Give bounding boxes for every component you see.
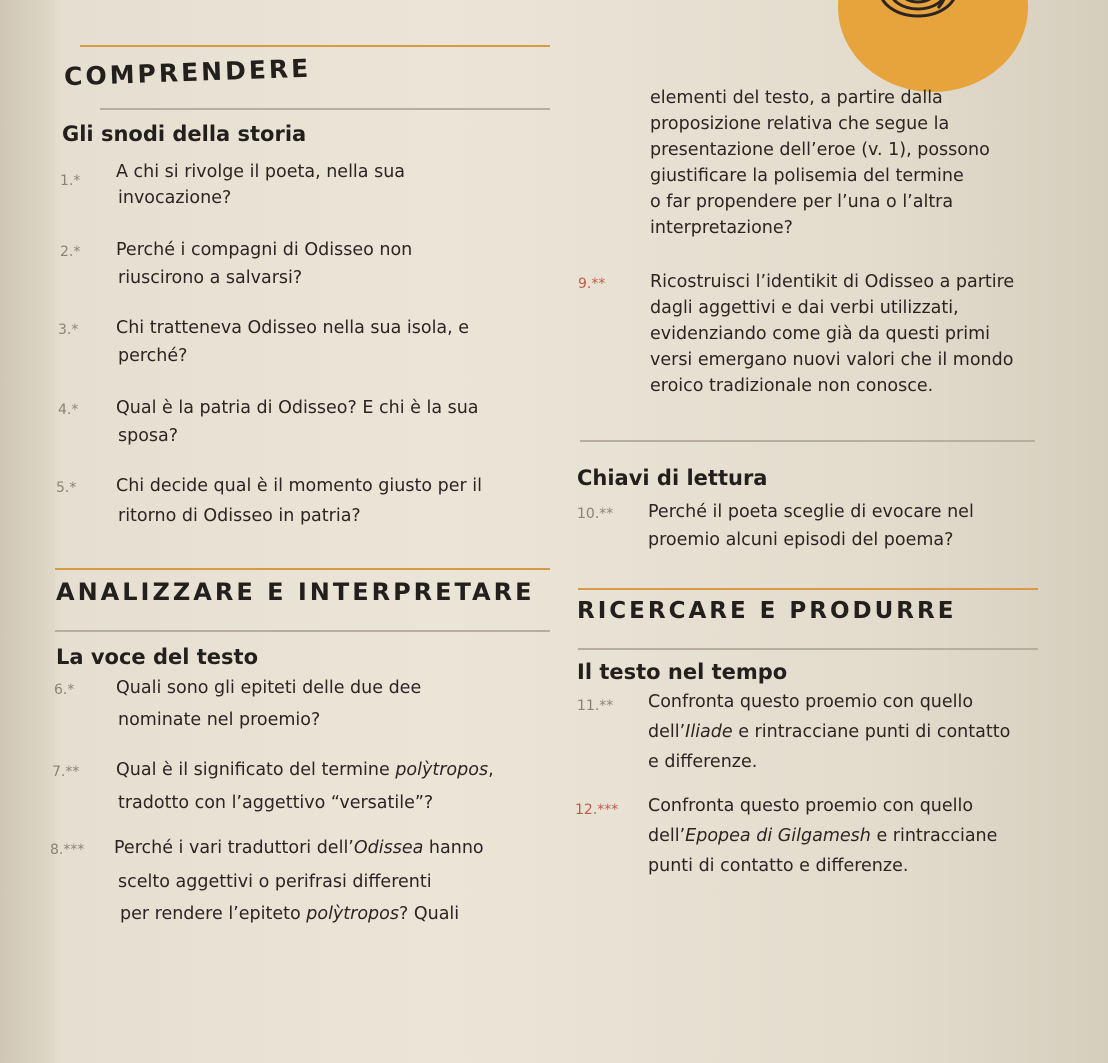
- question-text: Qual è la patria di Odisseo? E chi è la sua: [116, 398, 479, 418]
- text-run: ,: [488, 760, 494, 780]
- question-number: 4.*: [58, 402, 79, 418]
- continued-text: proposizione relativa che segue la: [650, 114, 950, 134]
- question-text: Chi decide qual è il momento giusto per il: [116, 476, 482, 496]
- italic-term: polỳtropos: [306, 904, 399, 924]
- subsection-snodi: Gli snodi della storia: [62, 122, 307, 146]
- question-number: 6.*: [54, 682, 75, 698]
- question-text: [116, 760, 494, 780]
- italic-term: Odissea: [353, 838, 424, 858]
- divider: [100, 108, 550, 110]
- question-text: invocazione?: [118, 188, 232, 208]
- question-number: 7.**: [52, 764, 80, 780]
- text-run: Qual è il significato del termine: [116, 760, 396, 780]
- question-number: 12.***: [575, 802, 619, 818]
- continued-text: presentazione dell’eroe (v. 1), possono: [650, 140, 990, 160]
- continued-text: elementi del testo, a partire dalla: [650, 88, 943, 108]
- question-text: dagli aggettivi e dai verbi utilizzati,: [650, 298, 959, 318]
- question-text: evidenziando come già da questi primi: [650, 324, 990, 344]
- section-title-analizzare: ANALIZZARE E INTERPRETARE: [56, 578, 535, 606]
- question-number: 10.**: [577, 506, 614, 522]
- text-run: dell’: [648, 722, 686, 742]
- question-text: scelto aggettivi o perifrasi differenti: [118, 872, 432, 892]
- question-text: Confronta questo proemio con quello: [648, 796, 974, 816]
- question-text: sposa?: [118, 426, 179, 446]
- divider-top: [80, 45, 550, 47]
- divider: [578, 588, 1038, 590]
- question-number: 9.**: [578, 276, 606, 292]
- swirl-icon: [868, 0, 978, 30]
- question-text: e differenze.: [648, 752, 758, 772]
- question-text: perché?: [118, 346, 188, 366]
- text-run: hanno: [423, 838, 484, 858]
- divider: [55, 630, 550, 632]
- subsection-chiavi: Chiavi di lettura: [577, 466, 768, 490]
- question-number: 5.*: [56, 480, 77, 496]
- question-text: Perché i compagni di Odisseo non: [116, 240, 413, 260]
- question-text: [114, 838, 484, 858]
- text-run: ? Quali: [398, 904, 460, 924]
- question-number: 2.*: [60, 244, 81, 260]
- question-text: Chi tratteneva Odisseo nella sua isola, e: [116, 318, 470, 338]
- question-number: 3.*: [58, 322, 79, 338]
- question-text: Ricostruisci l’identikit di Odisseo a partire: [650, 272, 1015, 292]
- question-text: ritorno di Odisseo in patria?: [118, 506, 361, 526]
- italic-term: Iliade: [685, 722, 733, 742]
- continued-text: interpretazione?: [650, 218, 793, 238]
- question-text: [648, 722, 1010, 742]
- italic-term: Epopea di Gilgamesh: [685, 826, 871, 846]
- text-run: Perché i vari traduttori dell’: [114, 838, 354, 858]
- question-text: [120, 904, 459, 924]
- section-title-comprendere: COMPRENDERE: [63, 53, 312, 92]
- question-text: tradotto con l’aggettivo “versatile”?: [118, 793, 434, 813]
- question-text: eroico tradizionale non conosce.: [650, 376, 934, 396]
- question-text: A chi si rivolge il poeta, nella sua: [116, 162, 406, 182]
- question-text: versi emergano nuovi valori che il mondo: [650, 350, 1014, 370]
- text-run: per rendere l’epiteto: [120, 904, 307, 924]
- question-text: [648, 826, 997, 846]
- question-text: proemio alcuni episodi del poema?: [648, 530, 954, 550]
- divider: [55, 568, 550, 570]
- text-run: e rintracciane: [870, 826, 998, 846]
- question-number: 11.**: [577, 698, 614, 714]
- page-gutter: [0, 0, 55, 1063]
- question-text: Perché il poeta sceglie di evocare nel: [648, 502, 974, 522]
- question-text: riuscirono a salvarsi?: [118, 268, 303, 288]
- divider: [578, 648, 1038, 650]
- section-title-ricercare: RICERCARE E PRODURRE: [577, 598, 957, 624]
- continued-text: giustificare la polisemia del termine: [650, 166, 964, 186]
- text-run: e rintracciane punti di contatto: [732, 722, 1011, 742]
- subsection-tempo: Il testo nel tempo: [577, 660, 788, 684]
- question-text: Confronta questo proemio con quello: [648, 692, 974, 712]
- question-number: 8.***: [50, 842, 85, 858]
- text-run: dell’: [648, 826, 686, 846]
- continued-text: o far propendere per l’una o l’altra: [650, 192, 954, 212]
- italic-term: polỳtropos: [395, 760, 489, 780]
- question-text: punti di contatto e differenze.: [648, 856, 909, 876]
- question-text: nominate nel proemio?: [118, 710, 321, 730]
- subsection-voce: La voce del testo: [56, 645, 259, 669]
- divider: [580, 440, 1035, 442]
- question-number: 1.*: [60, 173, 81, 189]
- question-text: Quali sono gli epiteti delle due dee: [116, 678, 422, 698]
